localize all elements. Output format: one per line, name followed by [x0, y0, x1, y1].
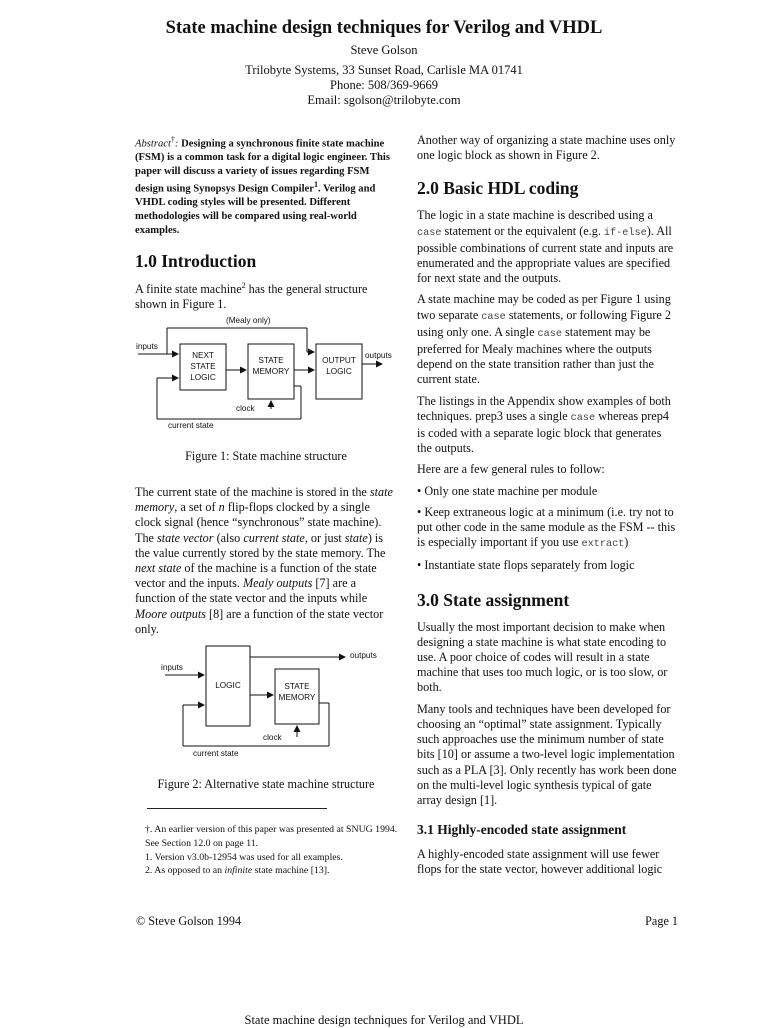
figure-2-caption: Figure 2: Alternative state machine structure: [157, 777, 375, 791]
fig1-inputs-label: inputs: [136, 342, 158, 351]
address: Trilobyte Systems, 33 Sunset Road, Carlisle MA 01741: [245, 63, 523, 77]
hdl-p1-t2: statement or the equivalent (e.g.: [441, 223, 604, 238]
intro-p2-i8: Moore outputs: [135, 606, 206, 621]
author: Steve Golson: [350, 43, 418, 57]
intro-footnote-ref: 2: [241, 281, 246, 291]
hdl-p2-t2: statements, or following Figure 2 using only one. A single: [417, 307, 671, 339]
abstract-footnote-ref: 1: [313, 180, 318, 190]
footnote-2-italic: infinite: [224, 865, 253, 877]
intro-paragraph-1: [135, 278, 397, 312]
intro-p2-t1: The current state of the machine is stored in the: [135, 485, 370, 499]
hdl-p3-code: case: [570, 412, 596, 424]
intro-p2-i1: state memory: [135, 485, 393, 515]
intro-p2-t9: [8] are a function of the state vector only.: [135, 606, 384, 636]
section-2-heading: 2.0 Basic HDL coding: [417, 178, 579, 199]
fig2-state-label: STATE: [284, 682, 310, 691]
intro-p2-t2: , a set of: [174, 500, 219, 515]
hdl-paragraph-3: [417, 394, 679, 457]
intro-p1-text-a: A finite state machine: [135, 282, 242, 297]
figure-2-diagram: [155, 645, 395, 765]
rule-bullet-2-close: ): [624, 535, 629, 550]
copyright: © Steve Golson 1994: [136, 914, 242, 928]
footnotes: [145, 823, 405, 878]
footnote-2: [145, 864, 405, 878]
fig2-current-state-label: current state: [193, 749, 239, 758]
left-column-middle: [135, 485, 397, 637]
fig1-output-label: OUTPUT: [322, 356, 356, 365]
abstract-colon: :: [174, 138, 179, 150]
section-1-heading: 1.0 Introduction: [135, 251, 257, 272]
fig1-state-label: STATE: [258, 356, 284, 365]
intro-p2-i6: next state: [135, 561, 182, 576]
footnote-2-b: state machine [13].: [252, 865, 330, 877]
hdl-p2-code-2: case: [537, 328, 562, 340]
hdl-p1-code-case: case: [417, 227, 442, 239]
hdl-p1-code-ifelse: if-else: [603, 227, 647, 239]
rule-bullet-2-text: • Keep extraneous logic at a minimum (i.e. try not to put other code in the same module as the FSM -- this is especially important if you use: [417, 504, 676, 550]
state-assignment-paragraph-2: Many tools and techniques have been developed for choosing an “optimal” state assignment. Typically such approaches use the minimum number of state bits [10] or assume a two-level logic implementation such as a PLA [3]. Only recently has work been done on the multi-level logic synthesis typical of gate array design [1].: [417, 701, 677, 807]
intro-p2-i5: state: [344, 530, 368, 545]
hdl-p3-t1: The listings in the Appendix show examples of both techniques. prep3 uses a single: [417, 393, 671, 423]
rule-bullet-2: [417, 505, 679, 553]
fig2-wires: [165, 657, 345, 746]
intro-p2-t3: flip-flops clocked by a single clock signal (hence “synchronous” state machine). The: [135, 500, 382, 545]
fig1-output-logic-label: LOGIC: [326, 367, 352, 376]
email: Email: sgolson@trilobyte.com: [307, 93, 461, 107]
intro-p2-i3: state vector: [157, 530, 214, 545]
hdl-p1-t1: The logic in a state machine is described using a: [417, 208, 653, 223]
highly-encoded-paragraph: A highly-encoded state assignment will use fewer flops for the state vector, however additional logic: [417, 847, 663, 877]
fig1-next-logic-label: LOGIC: [190, 373, 216, 382]
fig2-memory-label: MEMORY: [278, 693, 316, 702]
hdl-paragraph-2: [417, 292, 679, 387]
footnote-dagger: †. An earlier version of this paper was presented at SNUG 1994. See Section 12.0 on page 11.: [145, 824, 398, 849]
abstract: [135, 133, 397, 237]
figure-2: [155, 645, 395, 770]
hdl-p2-t1: A state machine may be coded as per Figure 1 using two separate: [417, 292, 671, 322]
fig1-current-state-label: current state: [168, 421, 214, 430]
fig1-outputs-label: outputs: [365, 351, 392, 360]
fig2-logic-label: LOGIC: [215, 681, 241, 690]
left-column-top: [135, 133, 397, 313]
figure-1: [130, 312, 400, 442]
hdl-p1-t3: ). All possible combinations of current state and inputs are enumerated and the appropriate values are specified for next state and the outputs.: [417, 223, 674, 286]
abstract-dagger: †: [170, 135, 175, 144]
intro-p2-t8: [7] are a function of the state vector and the inputs while: [135, 576, 368, 606]
footnote-2-a: 2. As opposed to an: [145, 865, 225, 877]
intro-p2-i7: Mealy outputs: [242, 576, 313, 591]
intro-p2-i4: current state: [243, 530, 305, 545]
running-head: State machine design techniques for Verilog and VHDL: [244, 1013, 524, 1027]
rule-bullet-3: • Instantiate state flops separately from logic: [417, 558, 635, 573]
footnote-rule: [147, 808, 327, 809]
section-3-1-heading: 3.1 Highly-encoded state assignment: [417, 822, 627, 838]
fig2-outputs-label: outputs: [350, 651, 377, 660]
rule-bullet-1: • Only one state machine per module: [417, 483, 598, 498]
fig1-clock-label: clock: [236, 404, 255, 413]
abstract-label: Abstract: [135, 138, 171, 150]
intro-p2-t7: of the machine is a function of the state vector and the inputs.: [135, 561, 377, 591]
rule-bullet-2-code: extract: [581, 539, 625, 551]
right-column: [417, 133, 679, 878]
fig1-mealy-label: (Mealy only): [226, 316, 271, 325]
section-3-heading: 3.0 State assignment: [417, 589, 570, 610]
intro-p2-i2: n: [218, 500, 225, 515]
figure-1-caption: Figure 1: State machine structure: [185, 449, 347, 463]
hdl-p2-code-1: case: [481, 311, 506, 323]
right-intro-paragraph: Another way of organizing a state machine uses only one logic block as shown in Figure 2.: [417, 133, 676, 163]
hdl-p2-t3: statement may be preferred for Mealy machines where the outputs depend on the state transition rather than just the current state.: [417, 324, 654, 387]
page-number: Page 1: [645, 914, 678, 928]
intro-p2-t4: (also: [213, 530, 244, 545]
intro-p1-text-b: has the general structure shown in Figure 1.: [135, 282, 368, 312]
fig1-next-state-label: STATE: [190, 362, 216, 371]
phone: Phone: 508/369-9669: [330, 78, 438, 92]
intro-paragraph-2: [135, 485, 397, 637]
abstract-text-1: Designing a synchronous finite state machine (FSM) is a common task for a digital logic engineer. This paper will discuss a variety of issues regarding FSM design using Synopsys Design Compiler: [135, 138, 390, 195]
fig2-clock-label: clock: [263, 733, 282, 742]
abstract-text-2: . Verilog and VHDL coding styles will be presented. Different methodologies will be compared using real-world examples.: [135, 183, 376, 236]
footnote-1: 1. Version v3.0b-12954 was used for all examples.: [145, 851, 343, 863]
paper-title: State machine design techniques for Verilog and VHDL: [165, 18, 603, 38]
fig1-next-label: NEXT: [192, 351, 214, 360]
hdl-paragraph-1: [417, 208, 679, 286]
rules-intro: Here are a few general rules to follow:: [417, 462, 605, 477]
hdl-p3-t2: whereas prep4 is coded with a separate logic block that generates the outputs.: [417, 408, 669, 456]
fig2-inputs-label: inputs: [161, 663, 183, 672]
intro-p2-t5: , or just: [304, 530, 345, 545]
state-assignment-paragraph-1: Usually the most important decision to make when designing a state machine is what state encoding to use. A poor choice of codes will result in a state machine that uses too much logic, or is too slow, or both.: [417, 619, 668, 695]
figure-1-diagram: [130, 312, 400, 437]
intro-p2-t6: ) is the value currently stored by the state memory. The: [135, 530, 386, 560]
fig1-memory-label: MEMORY: [252, 367, 290, 376]
